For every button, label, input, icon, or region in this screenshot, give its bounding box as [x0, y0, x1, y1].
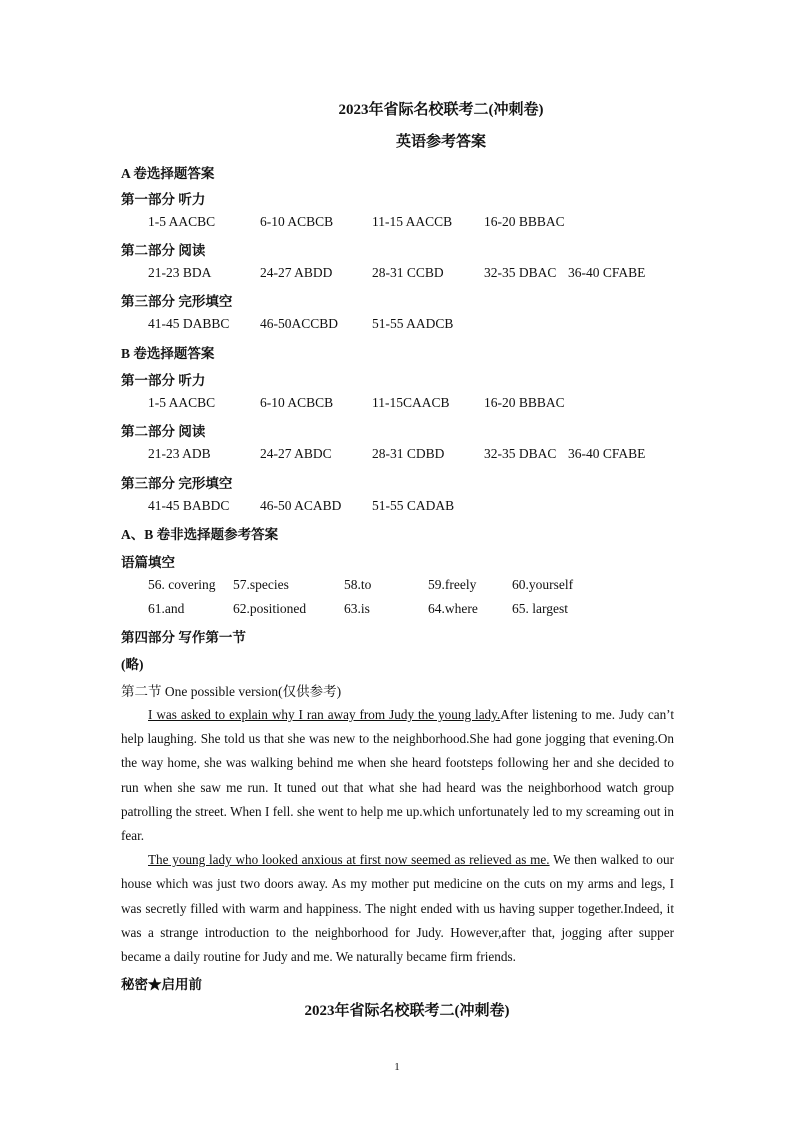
answer-group: 24-27 ABDC: [260, 446, 332, 461]
answer-group: 28-31 CCBD: [372, 265, 444, 280]
non-choice-heading: A、B 卷非选择题参考答案: [121, 527, 279, 542]
paper-b-part2-label: 第二部分 阅读: [121, 424, 206, 439]
paper-a-part3-answers: [0, 316, 794, 334]
exam-subtitle: 英语参考答案: [395, 134, 486, 150]
cloze-label: 语篇填空: [121, 555, 175, 570]
answer-group: 6-10 ACBCB: [260, 214, 334, 229]
paragraph-text: We then walked to our house which was just two doors away. As my mother put medicine on the cuts on my arms and legs, I was secretly filled with warm and happiness. The night ended with us having supper together.Indeed, it was a strange introduction to the neighborhood for Judy. However,after that, jogging after supper became a daily routine for Judy and me. We naturally became firm friends.: [121, 852, 674, 965]
omitted-note: (略): [121, 657, 144, 672]
exam-title: 2023年省际名校联考二(冲刺卷): [338, 102, 544, 118]
answer-group: 1-5 AACBC: [148, 395, 216, 410]
answer-group: 11-15CAACB: [372, 395, 450, 410]
confidential-mark: 秘密★启用前: [121, 977, 202, 992]
cloze-answer: 62.positioned: [233, 601, 307, 616]
answer-group: 21-23 BDA: [148, 265, 212, 280]
essay-paragraph-2: [121, 848, 674, 969]
answer-group: 1-5 AACBC: [148, 214, 216, 229]
cloze-answer: 64.where: [428, 601, 478, 616]
paper-a-part2-label: 第二部分 阅读: [121, 243, 206, 258]
answer-group: 16-20 BBBAC: [484, 214, 565, 229]
paper-a-part3-label: 第三部分 完形填空: [121, 294, 233, 309]
cloze-answers-row-1: [0, 577, 794, 595]
answer-group: 6-10 ACBCB: [260, 395, 334, 410]
answer-group: 51-55 CADAB: [372, 498, 455, 513]
answer-group: 51-55 AADCB: [372, 316, 454, 331]
cloze-answer: 63.is: [344, 601, 370, 616]
next-page-title: 2023年省际名校联考二(冲刺卷): [304, 1003, 510, 1019]
paper-b-part1-label: 第一部分 听力: [121, 373, 206, 388]
paper-a-part1-label: 第一部分 听力: [121, 192, 206, 207]
given-opening-sentence: The young lady who looked anxious at first now seemed as relieved as me.: [148, 852, 550, 868]
answer-group: 46-50ACCBD: [260, 316, 339, 331]
answer-group: 36-40 CFABE: [568, 265, 646, 280]
answer-group: 11-15 AACCB: [372, 214, 453, 229]
cloze-answer: 60.yourself: [512, 577, 574, 592]
paragraph-text: After listening to me. Judy can’t help laughing. She told us that she was new to the neighborhood.She had gone jogging that evening.On the way home, she was walking behind me when she heard footsteps following her and she decided to run when she saw me run. It tuned out that what she had heard was the neighborhood watch group patrolling the street. When I fell. she went to help me up.which unfortunately led to my screaming out in fear.: [121, 707, 674, 844]
answer-group: 36-40 CFABE: [568, 446, 646, 461]
answer-group: 41-45 DABBC: [148, 316, 230, 331]
cloze-answer: 57.species: [233, 577, 289, 592]
paper-a-heading: A 卷选择题答案: [121, 166, 215, 181]
cloze-answer: 61.and: [148, 601, 185, 616]
cloze-answer: 58.to: [344, 577, 372, 592]
answer-group: 46-50 ACABD: [260, 498, 342, 513]
answer-group: 24-27 ABDD: [260, 265, 333, 280]
part4-label: 第四部分 写作第一节: [121, 630, 246, 645]
answer-group: 32-35 DBAC: [484, 446, 557, 461]
answer-group: 21-23 ADB: [148, 446, 211, 461]
paper-b-part3-label: 第三部分 完形填空: [121, 476, 233, 491]
cloze-answers-row-2: [0, 601, 794, 619]
section2-label: 第二节 One possible version(仅供参考): [121, 684, 342, 699]
paper-a-part1-answers: [0, 214, 794, 232]
cloze-answer: 59.freely: [428, 577, 477, 592]
model-essay: [121, 703, 674, 969]
answer-group: 41-45 BABDC: [148, 498, 230, 513]
cloze-answer: 65. largest: [512, 601, 568, 616]
answer-group: 28-31 CDBD: [372, 446, 445, 461]
answer-group: 32-35 DBAC: [484, 265, 557, 280]
cloze-answer: 56. covering: [148, 577, 216, 592]
essay-paragraph-1: [121, 703, 674, 848]
paper-b-heading: B 卷选择题答案: [121, 346, 215, 361]
paper-b-part1-answers: [0, 395, 794, 413]
paper-a-part2-answers: [0, 265, 794, 283]
answer-group: 16-20 BBBAC: [484, 395, 565, 410]
given-opening-sentence: I was asked to explain why I ran away from Judy the young lady.: [148, 707, 501, 722]
paper-b-part3-answers: [0, 498, 794, 516]
page-number: 1: [394, 1061, 400, 1073]
paper-b-part2-answers: [0, 446, 794, 464]
